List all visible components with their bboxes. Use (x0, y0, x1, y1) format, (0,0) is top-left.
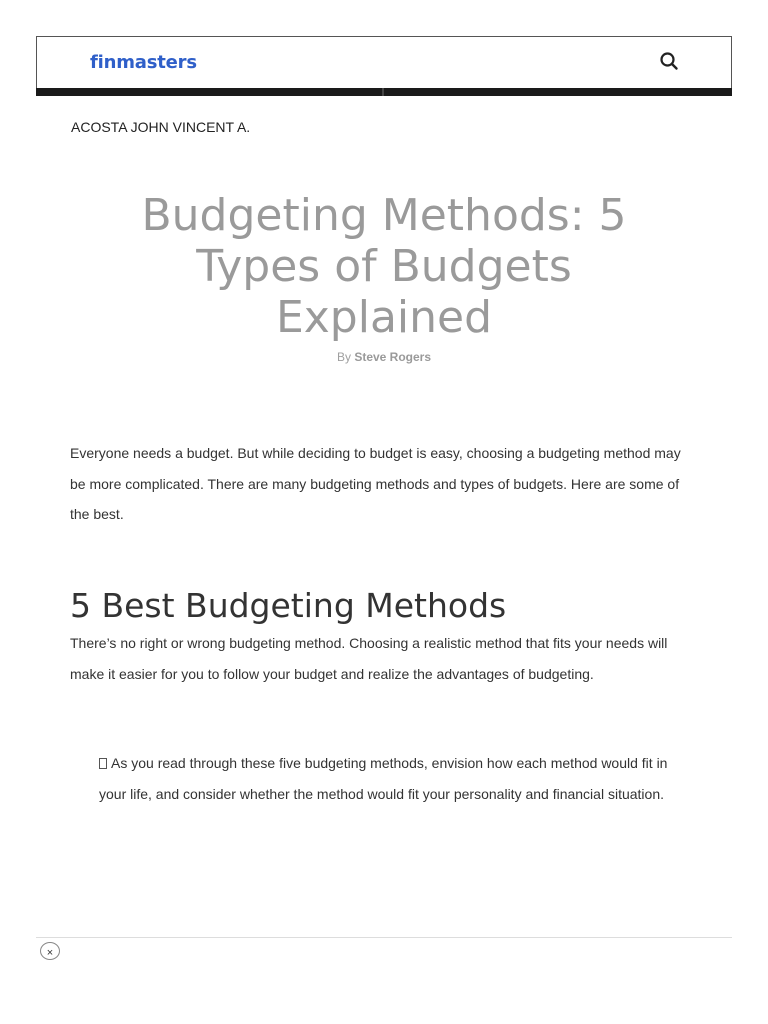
uploader-name: ACOSTA JOHN VINCENT A. (71, 119, 251, 135)
search-icon[interactable] (659, 51, 679, 71)
document-title: Budgeting Methods: 5 Types of Budgets Explained (141, 190, 627, 343)
site-header (36, 36, 732, 88)
intro-paragraph: Everyone needs a budget. But while deciding to budget is easy, choosing a budgeting method may be more complicated. There are many budgeting methods and types of budgets. Here are some of the best. (70, 445, 681, 522)
callout-text: As you read through these five budgeting methods, envision how each method would fit in your life, and consider whether the method would fit your personality and financial situation. (99, 755, 668, 802)
site-logo[interactable]: finmasters (90, 52, 197, 73)
header-bar (36, 88, 732, 96)
callout-paragraph (99, 748, 679, 809)
close-icon: × (46, 947, 54, 959)
byline (0, 350, 768, 364)
section-paragraph: There’s no right or wrong budgeting method. Choosing a realistic method that fits your needs will make it easier for you to follow your budget and realize the advantages of budgeting. (70, 635, 668, 682)
header-bar-divider (382, 88, 384, 96)
section-heading: 5 Best Budgeting Methods (70, 586, 507, 625)
missing-glyph-icon (99, 758, 107, 769)
byline-prefix: By (336, 350, 351, 364)
author-name: Steve Rogers (354, 350, 432, 364)
close-button[interactable] (40, 942, 60, 960)
footer-divider (36, 937, 732, 938)
